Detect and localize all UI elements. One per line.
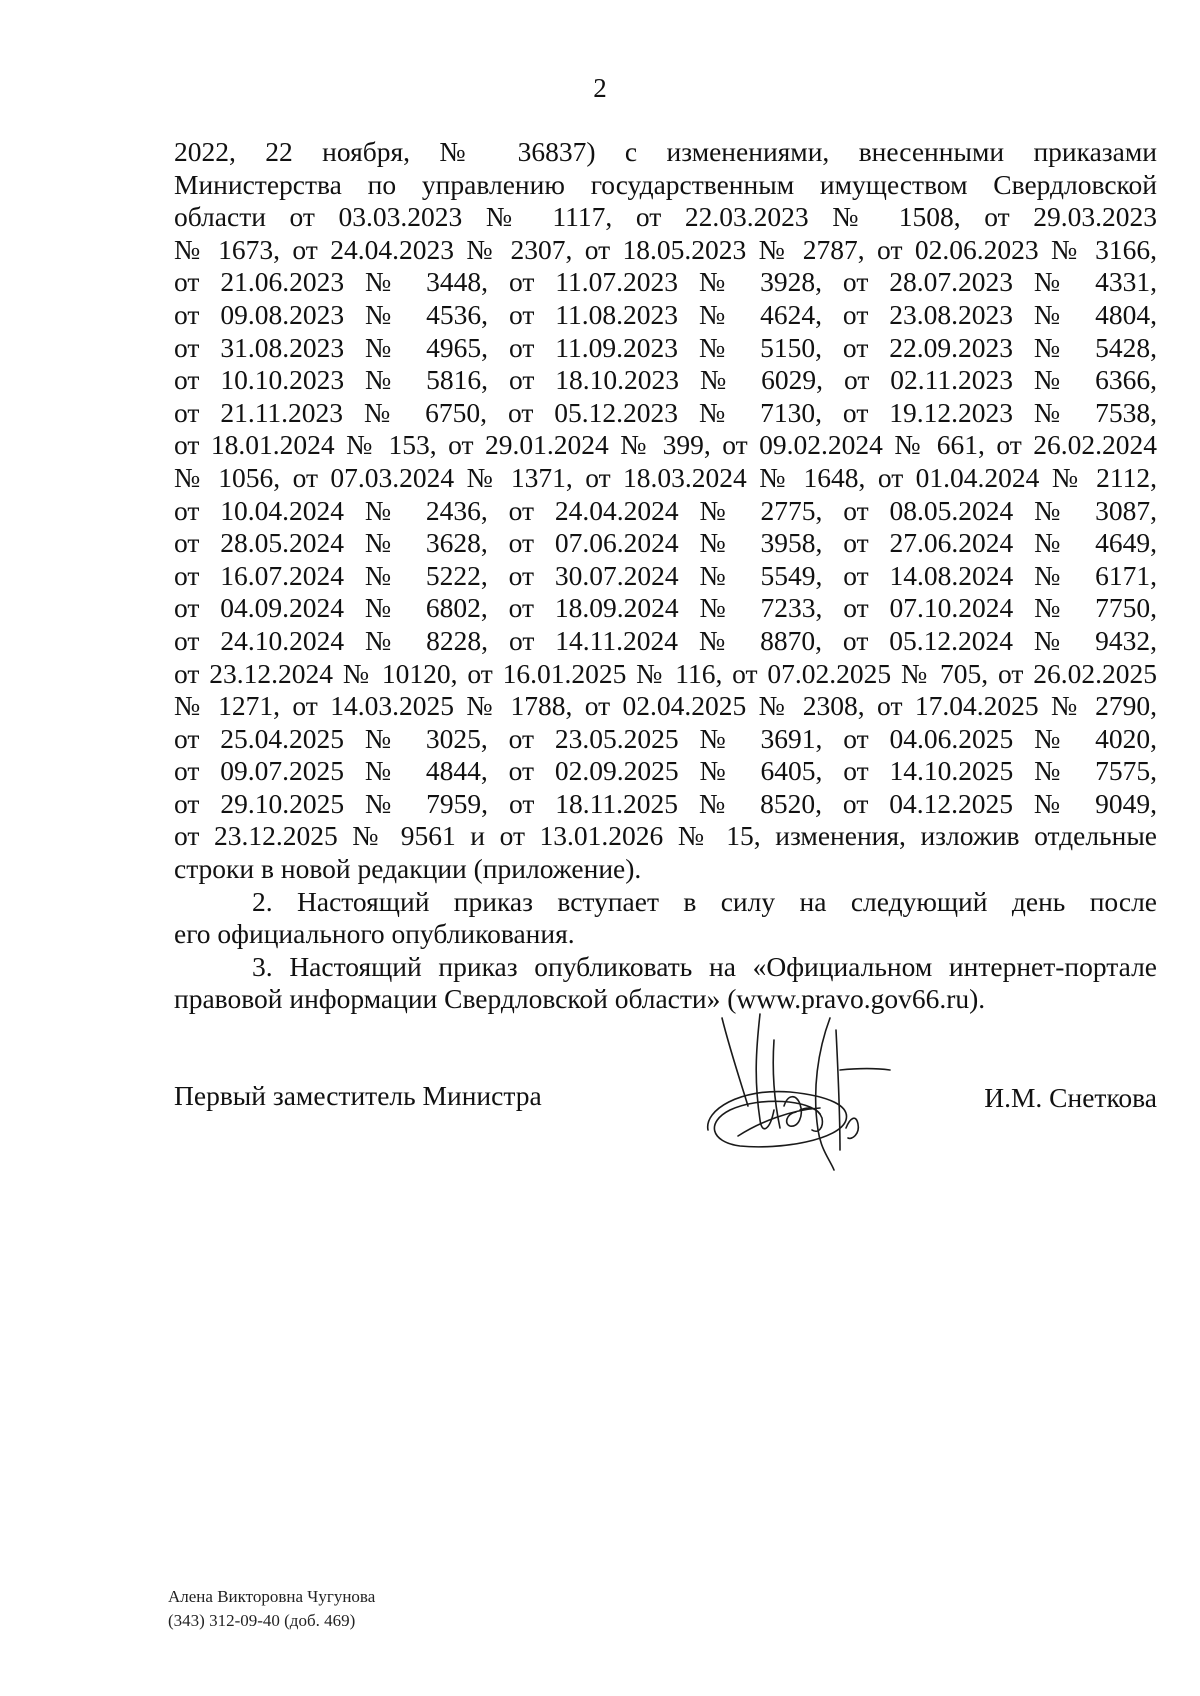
signatory-name: И.М. Снеткова: [984, 1082, 1157, 1113]
paragraph-3-line: правовой информации Свердловской области» (www.pravo.gov66.ru).: [174, 983, 986, 1015]
paragraph-2-line: его официального опубликования.: [174, 918, 575, 950]
body-line: от 24.10.2024 № 8228, от 14.11.2024 № 8870, от 05.12.2024 № 9432,: [174, 624, 1157, 656]
body-line: 2022, 22 ноября, № 36837) с изменениями, внесенными приказами: [174, 136, 1157, 167]
signature-block: [174, 1080, 1157, 1120]
body-line: № 1673, от 24.04.2023 № 2307, от 18.05.2023 № 2787, от 02.06.2023 № 3166,: [174, 233, 1157, 265]
body-line: от 10.10.2023 № 5816, от 18.10.2023 № 6029, от 02.11.2023 № 6366,: [174, 364, 1157, 396]
body-line: Министерства по управлению государственным имуществом Свердловской: [174, 168, 1157, 200]
paragraph-3-line: 3. Настоящий приказ опубликовать на «Официальном интернет-портале: [252, 950, 1157, 982]
page-number: 2: [593, 73, 607, 103]
paragraph-2-line: 2. Настоящий приказ вступает в силу на следующий день после: [252, 885, 1157, 917]
body-line: строки в новой редакции (приложение).: [174, 853, 642, 885]
body-line: от 18.01.2024 № 153, от 29.01.2024 № 399, от 09.02.2024 № 661, от 26.02.2024: [174, 429, 1157, 461]
signatory-position: Первый заместитель Министра: [174, 1080, 542, 1111]
body-line: от 28.05.2024 № 3628, от 07.06.2024 № 3958, от 27.06.2024 № 4649,: [174, 527, 1157, 559]
body-line: от 09.08.2023 № 4536, от 11.08.2023 № 4624, от 23.08.2023 № 4804,: [174, 298, 1157, 330]
body-line: № 1056, от 07.03.2024 № 1371, от 18.03.2024 № 1648, от 01.04.2024 № 2112,: [174, 461, 1157, 493]
body-line: от 10.04.2024 № 2436, от 24.04.2024 № 2775, от 08.05.2024 № 3087,: [174, 494, 1157, 526]
body-line: от 23.12.2025 № 9561 и от 13.01.2026 № 15, изменения, изложив отдельные: [174, 820, 1157, 852]
body-line: от 16.07.2024 № 5222, от 30.07.2024 № 5549, от 14.08.2024 № 6171,: [174, 559, 1157, 591]
body-line: от 09.07.2025 № 4844, от 02.09.2025 № 6405, от 14.10.2025 № 7575,: [174, 755, 1157, 787]
body-line: от 04.09.2024 № 6802, от 18.09.2024 № 7233, от 07.10.2024 № 7750,: [174, 592, 1157, 624]
executor-block: [168, 1585, 375, 1633]
executor-name: Алена Викторовна Чугунова: [168, 1587, 376, 1606]
document-body: [174, 136, 1157, 1016]
body-line: от 25.04.2025 № 3025, от 23.05.2025 № 3691, от 04.06.2025 № 4020,: [174, 722, 1157, 754]
body-line: области от 03.03.2023 № 1117, от 22.03.2023 № 1508, от 29.03.2023: [174, 201, 1157, 233]
body-line: № 1271, от 14.03.2025 № 1788, от 02.04.2025 № 2308, от 17.04.2025 № 2790,: [174, 690, 1157, 722]
body-line: от 21.06.2023 № 3448, от 11.07.2023 № 3928, от 28.07.2023 № 4331,: [174, 266, 1157, 298]
executor-phone: (343) 312-09-40 (доб. 469): [168, 1611, 356, 1630]
body-line: от 31.08.2023 № 4965, от 11.09.2023 № 5150, от 22.09.2023 № 5428,: [174, 331, 1157, 363]
body-line: от 21.11.2023 № 6750, от 05.12.2023 № 7130, от 19.12.2023 № 7538,: [174, 396, 1157, 428]
body-line: от 23.12.2024 № 10120, от 16.01.2025 № 116, от 07.02.2025 № 705, от 26.02.2025: [174, 657, 1157, 689]
body-line: от 29.10.2025 № 7959, от 18.11.2025 № 8520, от 04.12.2025 № 9049,: [174, 787, 1157, 819]
